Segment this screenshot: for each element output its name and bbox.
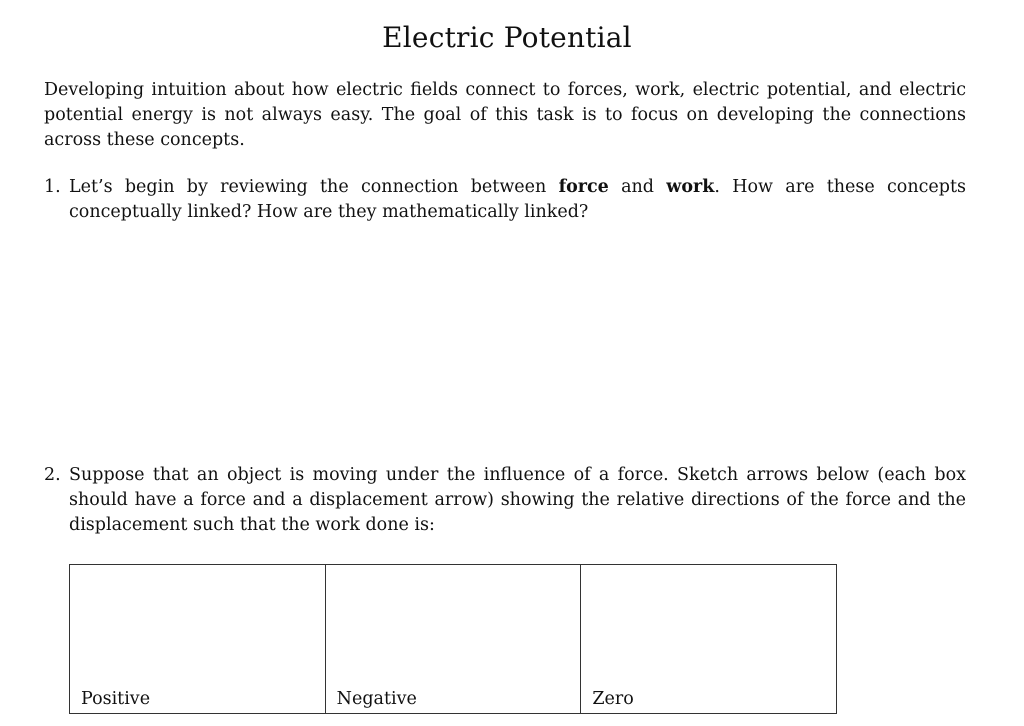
question-text-part: . How are these concepts conceptually linked? How are they mathematically linked? (69, 177, 966, 222)
question-number: 1. (44, 177, 61, 197)
bold-term-work: work (666, 177, 715, 197)
question-text-part: and (608, 177, 667, 197)
question-1 (44, 175, 966, 225)
sketch-box-negative[interactable] (326, 565, 582, 713)
question-2 (44, 463, 966, 538)
box-label-zero: Zero (592, 689, 634, 709)
sketch-box-zero[interactable] (581, 565, 836, 713)
page-title: Electric Potential (382, 21, 632, 54)
question-text: Suppose that an object is moving under the influence of a force. Sketch arrows below (each box should have a force and a displacement arrow) showing the relative directions of the force and the displacement such that the work done is: (69, 465, 966, 535)
box-label-negative: Negative (336, 689, 417, 709)
answer-space-question-1[interactable] (44, 232, 966, 447)
bold-term-force: force (558, 177, 609, 197)
question-number: 2. (44, 465, 61, 485)
question-text-part: Let’s begin by reviewing the connection between (69, 177, 559, 197)
work-sketch-boxes (69, 564, 837, 714)
question-text (69, 175, 966, 225)
sketch-box-positive[interactable] (70, 565, 326, 713)
intro-paragraph: Developing intuition about how electric fields connect to forces, work, electric potential, and electric potential energy is not always easy. The goal of this task is to focus on developing the connections across these concepts. (44, 80, 966, 150)
box-label-positive: Positive (81, 689, 151, 709)
